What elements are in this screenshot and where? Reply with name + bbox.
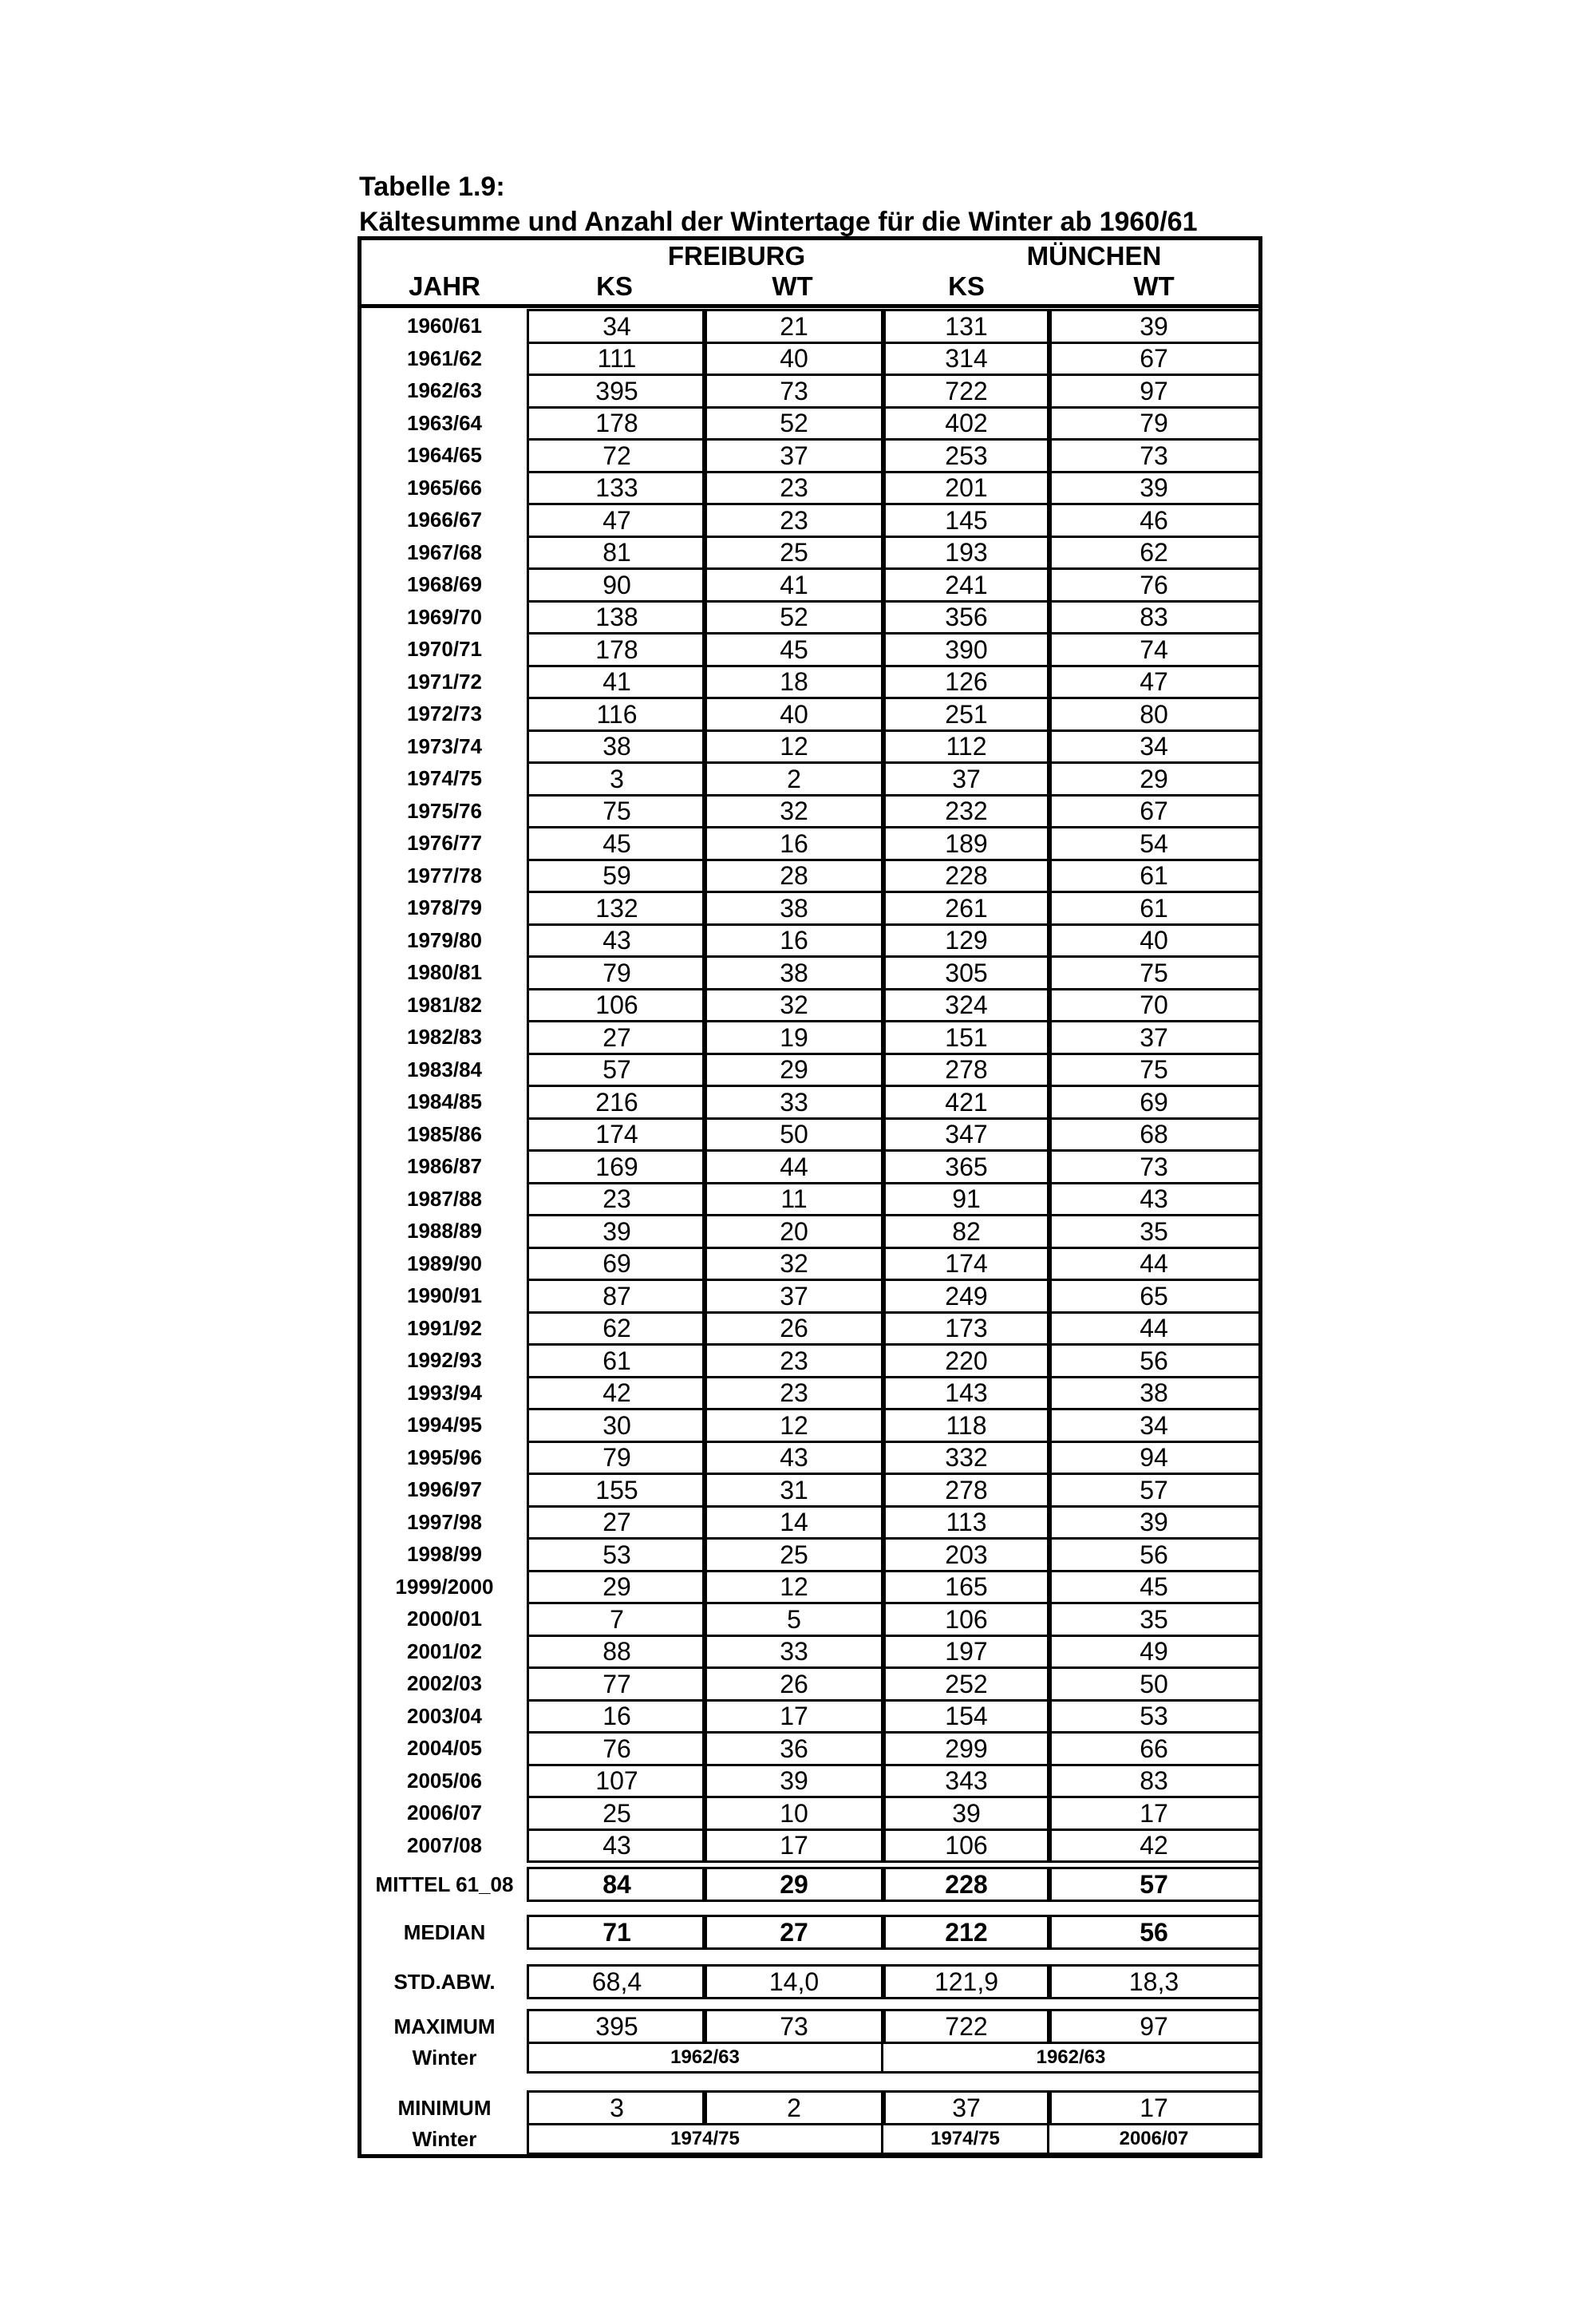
freiburg-ks-cell: 69	[527, 1247, 707, 1282]
muenchen-wt-cell: 34	[1047, 1408, 1261, 1443]
muenchen-wt-cell: 44	[1047, 1311, 1261, 1346]
muenchen-ks-cell: 106	[881, 1829, 1052, 1864]
year-label: 2005/06	[407, 1768, 482, 1793]
freiburg-wt-cell: 40	[702, 342, 886, 377]
maximum-value: 395	[527, 2009, 707, 2044]
muenchen-ks-cell: 402	[881, 406, 1052, 441]
year-label: 2003/04	[407, 1703, 482, 1728]
muenchen-ks-cell: 252	[881, 1666, 1052, 1702]
freiburg-wt-cell: 12	[702, 1570, 886, 1605]
freiburg-wt-cell: 37	[702, 438, 886, 473]
muenchen-ks-cell: 228	[881, 859, 1052, 894]
muenchen-ks-cell: 278	[881, 1053, 1052, 1088]
muenchen-wt-cell: 46	[1047, 503, 1261, 538]
maximum-value: 73	[702, 2009, 886, 2044]
year-label: 1980/81	[407, 960, 482, 985]
muenchen-ks-cell: 106	[881, 1602, 1052, 1637]
muenchen-ks-cell: 201	[881, 471, 1052, 506]
muenchen-ks-cell: 112	[881, 729, 1052, 765]
freiburg-ks-cell: 76	[527, 1731, 707, 1766]
table-title: Kältesumme und Anzahl der Wintertage für die Winter ab 1960/61	[359, 207, 1198, 237]
freiburg-wt-cell: 23	[702, 1376, 886, 1411]
muenchen-wt-cell: 67	[1047, 794, 1261, 829]
muenchen-wt-cell: 54	[1047, 826, 1261, 861]
year-label: 1968/69	[407, 572, 482, 597]
median-value: 27	[702, 1915, 886, 1950]
freiburg-wt-cell: 10	[702, 1796, 886, 1831]
muenchen-ks-cell: 143	[881, 1376, 1052, 1411]
year-label: 1987/88	[407, 1186, 482, 1211]
muenchen-wt-cell: 47	[1047, 665, 1261, 700]
header-freiburg-ks: KS	[596, 271, 633, 301]
freiburg-wt-cell: 16	[702, 826, 886, 861]
freiburg-ks-cell: 75	[527, 794, 707, 829]
freiburg-wt-cell: 18	[702, 665, 886, 700]
muenchen-ks-cell: 126	[881, 665, 1052, 700]
std-abw-value: 18,3	[1047, 1964, 1261, 1999]
freiburg-ks-cell: 43	[527, 1829, 707, 1864]
muenchen-wt-cell: 65	[1047, 1279, 1261, 1314]
freiburg-wt-cell: 36	[702, 1731, 886, 1766]
freiburg-ks-cell: 88	[527, 1635, 707, 1670]
muenchen-wt-cell: 69	[1047, 1085, 1261, 1120]
muenchen-ks-cell: 154	[881, 1699, 1052, 1734]
maximum-value: 722	[881, 2009, 1052, 2044]
year-label: 1969/70	[407, 604, 482, 629]
freiburg-wt-cell: 2	[702, 761, 886, 797]
header-muenchen-wt: WT	[1133, 271, 1175, 301]
freiburg-wt-cell: 43	[702, 1441, 886, 1476]
min-winter-muenchen-wt: 2006/07	[1047, 2123, 1261, 2155]
year-label: 1963/64	[407, 410, 482, 435]
muenchen-wt-cell: 39	[1047, 471, 1261, 506]
muenchen-ks-cell: 356	[881, 600, 1052, 635]
freiburg-ks-cell: 107	[527, 1764, 707, 1799]
muenchen-ks-cell: 253	[881, 438, 1052, 473]
year-label: 1983/84	[407, 1057, 482, 1081]
freiburg-ks-cell: 3	[527, 761, 707, 797]
freiburg-ks-cell: 23	[527, 1182, 707, 1217]
freiburg-ks-cell: 41	[527, 665, 707, 700]
muenchen-ks-cell: 37	[881, 761, 1052, 797]
freiburg-wt-cell: 12	[702, 729, 886, 765]
freiburg-ks-cell: 155	[527, 1473, 707, 1508]
freiburg-wt-cell: 16	[702, 923, 886, 959]
year-label: 1970/71	[407, 637, 482, 662]
muenchen-wt-cell: 73	[1047, 438, 1261, 473]
year-label: 2000/01	[407, 1607, 482, 1631]
minimum-value: 37	[881, 2090, 1052, 2125]
year-label: 1994/95	[407, 1413, 482, 1437]
muenchen-wt-cell: 44	[1047, 1247, 1261, 1282]
year-label: 1962/63	[407, 378, 482, 403]
year-label: 1981/82	[407, 992, 482, 1017]
muenchen-wt-cell: 56	[1047, 1343, 1261, 1378]
freiburg-ks-cell: 106	[527, 988, 707, 1023]
muenchen-ks-cell: 314	[881, 342, 1052, 377]
muenchen-ks-cell: 251	[881, 697, 1052, 732]
freiburg-ks-cell: 25	[527, 1796, 707, 1831]
freiburg-ks-cell: 395	[527, 374, 707, 409]
muenchen-ks-cell: 129	[881, 923, 1052, 959]
muenchen-ks-cell: 249	[881, 1279, 1052, 1314]
freiburg-ks-cell: 116	[527, 697, 707, 732]
freiburg-ks-cell: 61	[527, 1343, 707, 1378]
muenchen-ks-cell: 82	[881, 1214, 1052, 1249]
freiburg-wt-cell: 23	[702, 503, 886, 538]
muenchen-wt-cell: 38	[1047, 1376, 1261, 1411]
table-number: Tabelle 1.9:	[359, 172, 505, 202]
year-label: 1988/89	[407, 1219, 482, 1243]
maximum-value: 97	[1047, 2009, 1261, 2044]
muenchen-ks-cell: 189	[881, 826, 1052, 861]
muenchen-ks-cell: 91	[881, 1182, 1052, 1217]
minimum-value: 3	[527, 2090, 707, 2125]
muenchen-ks-cell: 241	[881, 567, 1052, 603]
muenchen-wt-cell: 53	[1047, 1699, 1261, 1734]
muenchen-wt-cell: 43	[1047, 1182, 1261, 1217]
year-label: 1991/92	[407, 1315, 482, 1340]
title-block	[359, 169, 1197, 239]
muenchen-wt-cell: 29	[1047, 761, 1261, 797]
muenchen-wt-cell: 67	[1047, 342, 1261, 377]
muenchen-ks-cell: 332	[881, 1441, 1052, 1476]
freiburg-ks-cell: 90	[527, 567, 707, 603]
freiburg-ks-cell: 72	[527, 438, 707, 473]
muenchen-ks-cell: 39	[881, 1796, 1052, 1831]
year-label: 1964/65	[407, 443, 482, 468]
muenchen-wt-cell: 35	[1047, 1602, 1261, 1637]
muenchen-wt-cell: 37	[1047, 1020, 1261, 1055]
freiburg-ks-cell: 79	[527, 1441, 707, 1476]
muenchen-wt-cell: 42	[1047, 1829, 1261, 1864]
muenchen-ks-cell: 299	[881, 1731, 1052, 1766]
muenchen-wt-cell: 76	[1047, 567, 1261, 603]
freiburg-ks-cell: 27	[527, 1505, 707, 1540]
mittel-value: 228	[881, 1867, 1052, 1902]
freiburg-wt-cell: 23	[702, 1343, 886, 1378]
freiburg-wt-cell: 32	[702, 794, 886, 829]
maximum-label: MAXIMUM	[393, 2014, 496, 2038]
max-winter-muenchen: 1962/63	[881, 2042, 1261, 2074]
muenchen-ks-cell: 145	[881, 503, 1052, 538]
muenchen-wt-cell: 35	[1047, 1214, 1261, 1249]
freiburg-wt-cell: 26	[702, 1311, 886, 1346]
freiburg-ks-cell: 45	[527, 826, 707, 861]
year-label: 1996/97	[407, 1477, 482, 1502]
freiburg-ks-cell: 59	[527, 859, 707, 894]
year-label: 1973/74	[407, 733, 482, 758]
winter-label: Winter	[412, 2127, 477, 2151]
year-label: 1989/90	[407, 1251, 482, 1275]
muenchen-ks-cell: 220	[881, 1343, 1052, 1378]
median-value: 212	[881, 1915, 1052, 1950]
mittel-value: 84	[527, 1867, 707, 1902]
year-label: 1976/77	[407, 831, 482, 856]
freiburg-ks-cell: 111	[527, 342, 707, 377]
freiburg-wt-cell: 28	[702, 859, 886, 894]
year-label: 1997/98	[407, 1509, 482, 1534]
muenchen-ks-cell: 261	[881, 891, 1052, 926]
freiburg-ks-cell: 47	[527, 503, 707, 538]
freiburg-ks-cell: 7	[527, 1602, 707, 1637]
year-label: 1961/62	[407, 346, 482, 370]
muenchen-ks-cell: 347	[881, 1117, 1052, 1152]
muenchen-wt-cell: 34	[1047, 729, 1261, 765]
std-abw-label: STD.ABW.	[393, 1970, 496, 1994]
freiburg-wt-cell: 33	[702, 1085, 886, 1120]
freiburg-ks-cell: 39	[527, 1214, 707, 1249]
std-abw-value: 14,0	[702, 1964, 886, 1999]
freiburg-wt-cell: 45	[702, 632, 886, 667]
header-jahr: JAHR	[409, 271, 480, 301]
freiburg-ks-cell: 43	[527, 923, 707, 959]
muenchen-wt-cell: 49	[1047, 1635, 1261, 1670]
freiburg-ks-cell: 42	[527, 1376, 707, 1411]
freiburg-ks-cell: 81	[527, 536, 707, 571]
freiburg-wt-cell: 17	[702, 1699, 886, 1734]
muenchen-ks-cell: 305	[881, 955, 1052, 990]
freiburg-wt-cell: 33	[702, 1635, 886, 1670]
year-label: 1979/80	[407, 927, 482, 952]
freiburg-wt-cell: 37	[702, 1279, 886, 1314]
year-label: 1977/78	[407, 863, 482, 888]
freiburg-wt-cell: 41	[702, 567, 886, 603]
freiburg-wt-cell: 25	[702, 1537, 886, 1572]
year-label: 1984/85	[407, 1089, 482, 1114]
muenchen-ks-cell: 174	[881, 1247, 1052, 1282]
freiburg-ks-cell: 30	[527, 1408, 707, 1443]
muenchen-ks-cell: 131	[881, 309, 1052, 344]
muenchen-wt-cell: 40	[1047, 923, 1261, 959]
freiburg-ks-cell: 16	[527, 1699, 707, 1734]
muenchen-ks-cell: 197	[881, 1635, 1052, 1670]
header-freiburg-wt: WT	[772, 271, 813, 301]
freiburg-wt-cell: 39	[702, 1764, 886, 1799]
header-rule	[361, 304, 1258, 308]
freiburg-wt-cell: 14	[702, 1505, 886, 1540]
mittel-label: MITTEL 61_08	[375, 1872, 514, 1896]
muenchen-ks-cell: 278	[881, 1473, 1052, 1508]
year-label: 1972/73	[407, 702, 482, 726]
freiburg-ks-cell: 27	[527, 1020, 707, 1055]
year-label: 2001/02	[407, 1639, 482, 1663]
muenchen-wt-cell: 57	[1047, 1473, 1261, 1508]
muenchen-wt-cell: 68	[1047, 1117, 1261, 1152]
year-label: 2004/05	[407, 1736, 482, 1761]
muenchen-ks-cell: 203	[881, 1537, 1052, 1572]
freiburg-wt-cell: 38	[702, 955, 886, 990]
muenchen-ks-cell: 365	[881, 1149, 1052, 1184]
freiburg-wt-cell: 20	[702, 1214, 886, 1249]
minimum-value: 17	[1047, 2090, 1261, 2125]
year-label: 1998/99	[407, 1542, 482, 1567]
year-label: 1982/83	[407, 1025, 482, 1050]
muenchen-wt-cell: 80	[1047, 697, 1261, 732]
min-winter-muenchen-ks: 1974/75	[881, 2123, 1049, 2155]
muenchen-wt-cell: 39	[1047, 1505, 1261, 1540]
minimum-label: MINIMUM	[397, 2096, 492, 2120]
header-freiburg: FREIBURG	[667, 241, 806, 271]
muenchen-wt-cell: 75	[1047, 955, 1261, 990]
muenchen-ks-cell: 232	[881, 794, 1052, 829]
muenchen-ks-cell: 722	[881, 374, 1052, 409]
muenchen-wt-cell: 83	[1047, 1764, 1261, 1799]
freiburg-wt-cell: 12	[702, 1408, 886, 1443]
muenchen-wt-cell: 74	[1047, 632, 1261, 667]
muenchen-ks-cell: 165	[881, 1570, 1052, 1605]
year-label: 1965/66	[407, 475, 482, 500]
year-label: 1993/94	[407, 1380, 482, 1405]
freiburg-wt-cell: 25	[702, 536, 886, 571]
year-label: 1995/96	[407, 1445, 482, 1469]
median-label: MEDIAN	[403, 1920, 486, 1944]
freiburg-wt-cell: 29	[702, 1053, 886, 1088]
freiburg-wt-cell: 73	[702, 374, 886, 409]
muenchen-wt-cell: 70	[1047, 988, 1261, 1023]
minimum-value: 2	[702, 2090, 886, 2125]
muenchen-ks-cell: 343	[881, 1764, 1052, 1799]
freiburg-ks-cell: 53	[527, 1537, 707, 1572]
freiburg-wt-cell: 21	[702, 309, 886, 344]
year-label: 2002/03	[407, 1671, 482, 1696]
freiburg-wt-cell: 50	[702, 1117, 886, 1152]
freiburg-wt-cell: 11	[702, 1182, 886, 1217]
freiburg-wt-cell: 32	[702, 988, 886, 1023]
freiburg-ks-cell: 178	[527, 632, 707, 667]
freiburg-ks-cell: 169	[527, 1149, 707, 1184]
freiburg-wt-cell: 44	[702, 1149, 886, 1184]
freiburg-ks-cell: 216	[527, 1085, 707, 1120]
min-winter-freiburg: 1974/75	[527, 2123, 883, 2155]
freiburg-ks-cell: 34	[527, 309, 707, 344]
year-label: 1967/68	[407, 540, 482, 564]
muenchen-wt-cell: 79	[1047, 406, 1261, 441]
freiburg-ks-cell: 77	[527, 1666, 707, 1702]
muenchen-ks-cell: 113	[881, 1505, 1052, 1540]
muenchen-wt-cell: 50	[1047, 1666, 1261, 1702]
year-label: 1971/72	[407, 669, 482, 694]
muenchen-wt-cell: 61	[1047, 859, 1261, 894]
muenchen-wt-cell: 17	[1047, 1796, 1261, 1831]
std-abw-value: 121,9	[881, 1964, 1052, 1999]
freiburg-wt-cell: 52	[702, 600, 886, 635]
freiburg-wt-cell: 40	[702, 697, 886, 732]
muenchen-wt-cell: 62	[1047, 536, 1261, 571]
freiburg-wt-cell: 38	[702, 891, 886, 926]
year-label: 2006/07	[407, 1801, 482, 1825]
freiburg-ks-cell: 79	[527, 955, 707, 990]
year-label: 1990/91	[407, 1283, 482, 1308]
freiburg-ks-cell: 57	[527, 1053, 707, 1088]
freiburg-wt-cell: 52	[702, 406, 886, 441]
data-table	[358, 236, 1262, 2158]
muenchen-ks-cell: 390	[881, 632, 1052, 667]
muenchen-wt-cell: 75	[1047, 1053, 1261, 1088]
muenchen-ks-cell: 324	[881, 988, 1052, 1023]
year-label: 1986/87	[407, 1154, 482, 1179]
freiburg-ks-cell: 38	[527, 729, 707, 765]
freiburg-ks-cell: 87	[527, 1279, 707, 1314]
freiburg-ks-cell: 174	[527, 1117, 707, 1152]
freiburg-wt-cell: 26	[702, 1666, 886, 1702]
year-label: 1974/75	[407, 766, 482, 791]
year-label: 1992/93	[407, 1348, 482, 1373]
year-label: 1966/67	[407, 508, 482, 532]
freiburg-wt-cell: 19	[702, 1020, 886, 1055]
freiburg-wt-cell: 31	[702, 1473, 886, 1508]
median-value: 71	[527, 1915, 707, 1950]
year-label: 1999/2000	[395, 1574, 494, 1599]
muenchen-wt-cell: 39	[1047, 309, 1261, 344]
winter-label: Winter	[412, 2046, 477, 2070]
year-label: 1978/79	[407, 895, 482, 920]
header-muenchen-ks: KS	[948, 271, 985, 301]
mittel-value: 57	[1047, 1867, 1261, 1902]
muenchen-wt-cell: 66	[1047, 1731, 1261, 1766]
year-label: 2007/08	[407, 1832, 482, 1857]
freiburg-wt-cell: 32	[702, 1247, 886, 1282]
muenchen-ks-cell: 421	[881, 1085, 1052, 1120]
freiburg-wt-cell: 17	[702, 1829, 886, 1864]
mittel-value: 29	[702, 1867, 886, 1902]
freiburg-ks-cell: 62	[527, 1311, 707, 1346]
muenchen-wt-cell: 83	[1047, 600, 1261, 635]
freiburg-ks-cell: 29	[527, 1570, 707, 1605]
muenchen-wt-cell: 97	[1047, 374, 1261, 409]
freiburg-ks-cell: 138	[527, 600, 707, 635]
muenchen-wt-cell: 73	[1047, 1149, 1261, 1184]
freiburg-wt-cell: 23	[702, 471, 886, 506]
muenchen-wt-cell: 94	[1047, 1441, 1261, 1476]
year-label: 1985/86	[407, 1121, 482, 1146]
muenchen-ks-cell: 151	[881, 1020, 1052, 1055]
year-label: 1975/76	[407, 798, 482, 823]
max-winter-freiburg: 1962/63	[527, 2042, 883, 2074]
std-abw-value: 68,4	[527, 1964, 707, 1999]
header-muenchen: MÜNCHEN	[1026, 241, 1162, 271]
freiburg-ks-cell: 178	[527, 406, 707, 441]
year-label: 1960/61	[407, 314, 482, 338]
freiburg-ks-cell: 133	[527, 471, 707, 506]
muenchen-ks-cell: 193	[881, 536, 1052, 571]
muenchen-ks-cell: 173	[881, 1311, 1052, 1346]
muenchen-wt-cell: 56	[1047, 1537, 1261, 1572]
freiburg-ks-cell: 132	[527, 891, 707, 926]
freiburg-wt-cell: 5	[702, 1602, 886, 1637]
muenchen-ks-cell: 118	[881, 1408, 1052, 1443]
median-value: 56	[1047, 1915, 1261, 1950]
muenchen-wt-cell: 61	[1047, 891, 1261, 926]
muenchen-wt-cell: 45	[1047, 1570, 1261, 1605]
